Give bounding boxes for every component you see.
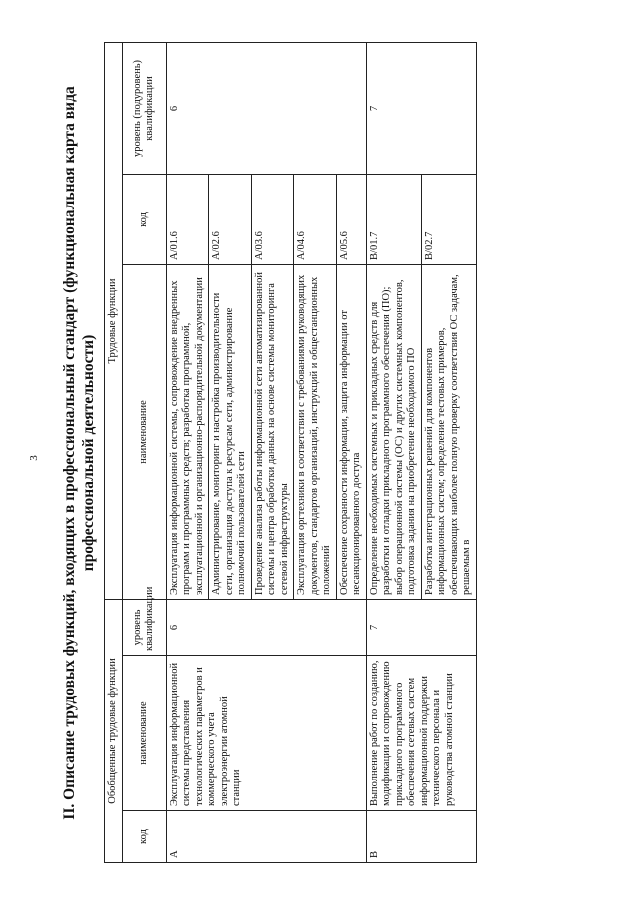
table-row	[366, 42, 421, 862]
function-code-cell: B/01.7	[366, 174, 421, 264]
function-code-cell: A/01.6	[166, 174, 209, 264]
header-row-columns	[122, 42, 166, 862]
page-number: 3	[28, 455, 40, 461]
function-map-table	[104, 41, 477, 862]
function-name-cell: Определение необходимых системных и прикладных средств для разработки и отладки прикладного программного обеспечения (ПО); выбор операционной системы (ОС) и других системных компонентов, подготовка задания на приобретение необходимого ПО	[366, 264, 421, 599]
function-name-header: наименование	[122, 264, 166, 599]
function-code-cell: A/05.6	[336, 174, 366, 264]
function-code-cell: A/03.6	[251, 174, 294, 264]
generalized-functions-header: Обобщенные трудовые функции	[105, 599, 123, 862]
function-name-cell: Администрирование, мониторинг и настройка производительности сети, организация доступа к ресурсам сети, администрирование полномочий пользователей сети	[209, 264, 252, 599]
code-header: код	[122, 810, 166, 862]
general-level-cell: 7	[366, 599, 476, 655]
header-row-groups	[105, 42, 123, 862]
function-name-cell: Проведение анализа работы информационной сети автоматизированной системы и центра обработки данных на основе системы мониторинга сетевой инфраструктуры	[251, 264, 294, 599]
general-level-cell: 6	[166, 599, 366, 655]
rotated-page-content	[60, 43, 580, 863]
function-name-cell: Разработка интеграционных решений для компонентов информационных систем; определение тестовых примеров, обеспечивающих наиболее полную проверку соответствия ОС задачам, решаемым в	[421, 264, 476, 599]
function-level-cell: 6	[166, 42, 366, 174]
function-code-header: код	[122, 174, 166, 264]
section-title: II. Описание трудовых функций, входящих в профессиональный стандарт (функциональная карта вида профессиональной деятельности)	[61, 85, 97, 820]
level-header: уровень квалификации	[122, 599, 166, 655]
general-code-cell: A	[166, 810, 366, 862]
function-level-header: уровень (подуровень) квалификации	[122, 42, 166, 174]
function-level-cell: 7	[366, 42, 476, 174]
general-name-cell: Эксплуатация информационной системы представления технологических параметров и коммерческого учета электроэнергии атомной станции	[166, 655, 366, 810]
name-header: наименование	[122, 655, 166, 810]
function-code-cell: B/02.7	[421, 174, 476, 264]
general-code-cell: B	[366, 810, 476, 862]
general-name-cell: Выполнение работ по созданию, модификации и сопровождению прикладного программного обеспечения сетевых систем информационной поддержки технического персонала и руководства атомной станции	[366, 655, 476, 810]
function-code-cell: A/02.6	[209, 174, 252, 264]
function-name-cell: Эксплуатация информационной системы, сопровождение внедренных программ и программных средств; разработка программной, эксплуатационной и организационно-распорядительной документации	[166, 264, 209, 599]
function-code-cell: A/04.6	[294, 174, 337, 264]
function-name-cell: Обеспечение сохранности информации, защита информации от несанкционированного доступа	[336, 264, 366, 599]
table-row	[166, 42, 209, 862]
labor-functions-header: Трудовые функции	[105, 42, 123, 599]
function-name-cell: Эксплуатация оргтехники в соответствии с требованиями руководящих документов, стандартов организаций, инструкций и общестанционных положений	[294, 264, 337, 599]
